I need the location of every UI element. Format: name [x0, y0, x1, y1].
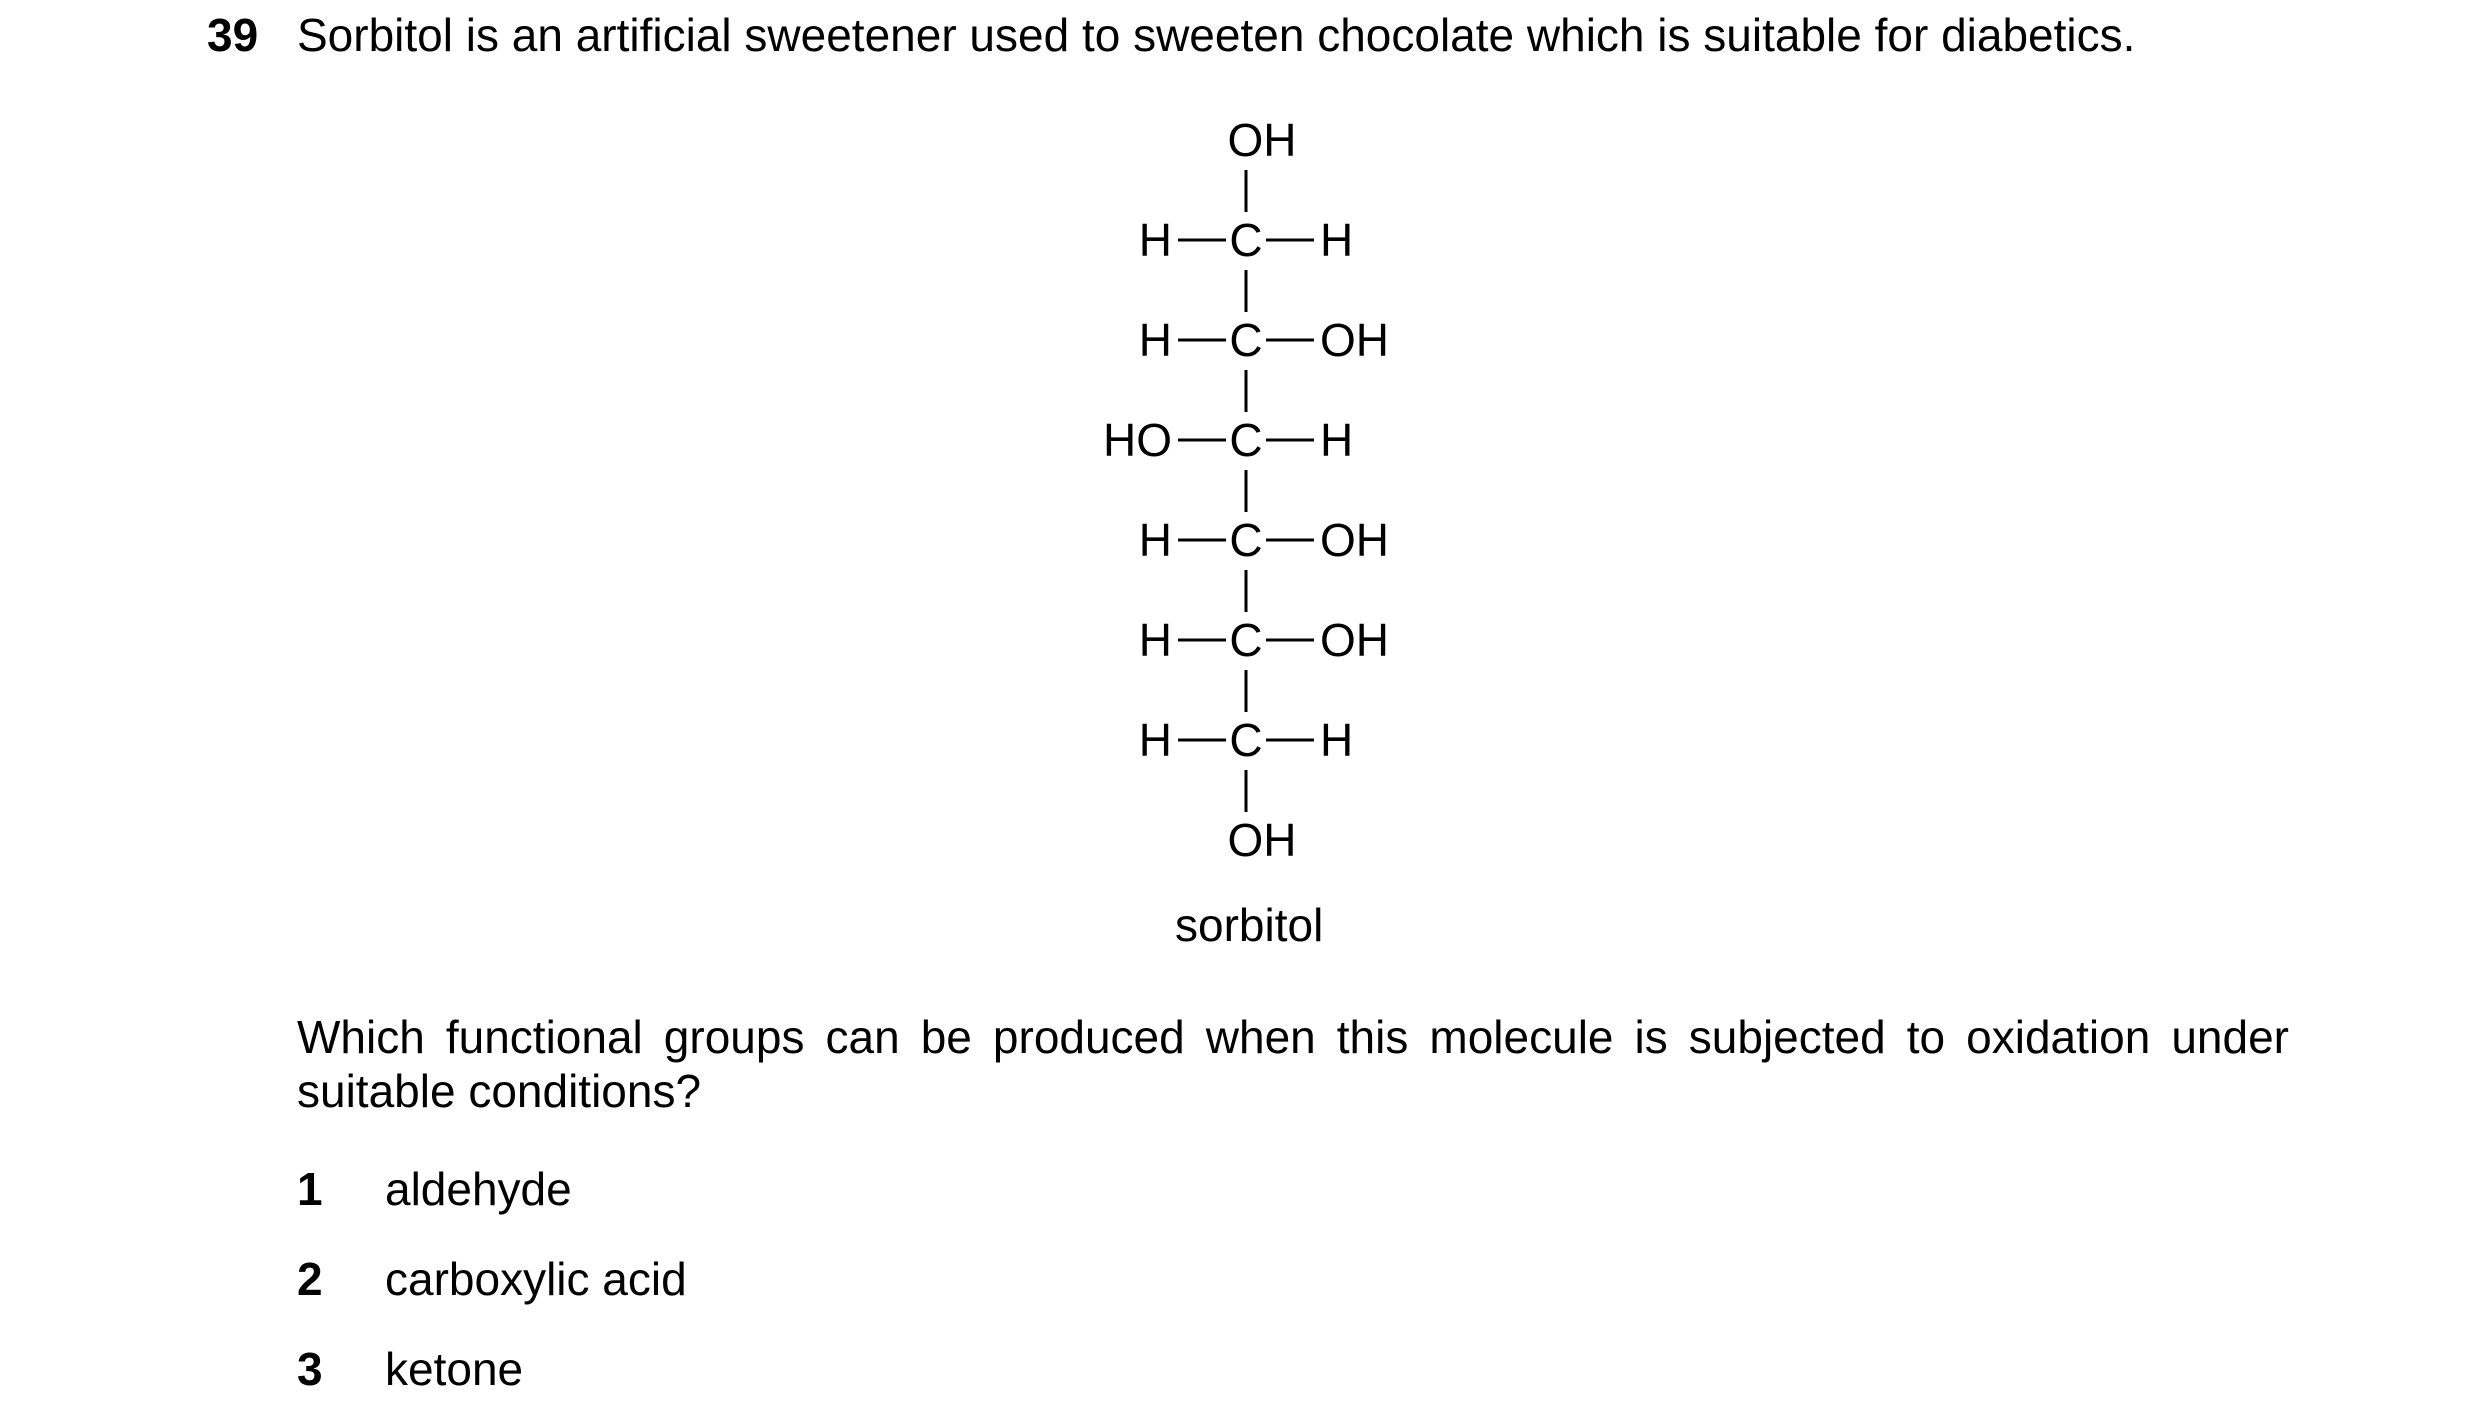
structure-caption: sorbitol — [1175, 899, 1324, 951]
option-1-number: 1 — [297, 1163, 323, 1215]
row6-carbon: C — [1229, 714, 1263, 766]
row5-right-atom: OH — [1320, 614, 1389, 666]
row2-right-atom: OH — [1320, 314, 1389, 366]
top-oh-group: OH — [1227, 114, 1297, 166]
row6-left-atom: H — [1138, 714, 1172, 766]
option-2-number: 2 — [297, 1253, 323, 1305]
row3-carbon: C — [1229, 414, 1263, 466]
row5-carbon: C — [1229, 614, 1263, 666]
row6-right-atom: H — [1320, 714, 1354, 766]
question-prompt — [297, 1010, 2289, 1118]
bottom-oh-group: OH — [1227, 814, 1297, 866]
option-2-text: carboxylic acid — [385, 1253, 687, 1305]
option-3-number: 3 — [297, 1343, 323, 1395]
row2-left-atom: H — [1138, 314, 1172, 366]
row2-carbon: C — [1229, 314, 1263, 366]
row4-right-atom: OH — [1320, 514, 1389, 566]
row1-left-atom: H — [1138, 214, 1172, 266]
row1-carbon: C — [1229, 214, 1263, 266]
row1-right-atom: H — [1320, 214, 1354, 266]
row3-left-atom: HO — [1103, 414, 1172, 466]
row4-left-atom: H — [1138, 514, 1172, 566]
question-number: 39 — [207, 9, 259, 61]
row4-carbon: C — [1229, 514, 1263, 566]
row5-left-atom: H — [1138, 614, 1172, 666]
option-1-text: aldehyde — [385, 1163, 572, 1215]
question-prompt-line2: suitable conditions? — [297, 1065, 702, 1117]
row3-right-atom: H — [1320, 414, 1354, 466]
option-3-text: ketone — [385, 1343, 524, 1395]
question-stem: Sorbitol is an artificial sweetener used to sweeten chocolate which is suitable for diabetics. — [297, 9, 2136, 61]
question-prompt-line1: Which functional groups can be produced when this molecule is subjected to oxidation under — [297, 1011, 2289, 1063]
